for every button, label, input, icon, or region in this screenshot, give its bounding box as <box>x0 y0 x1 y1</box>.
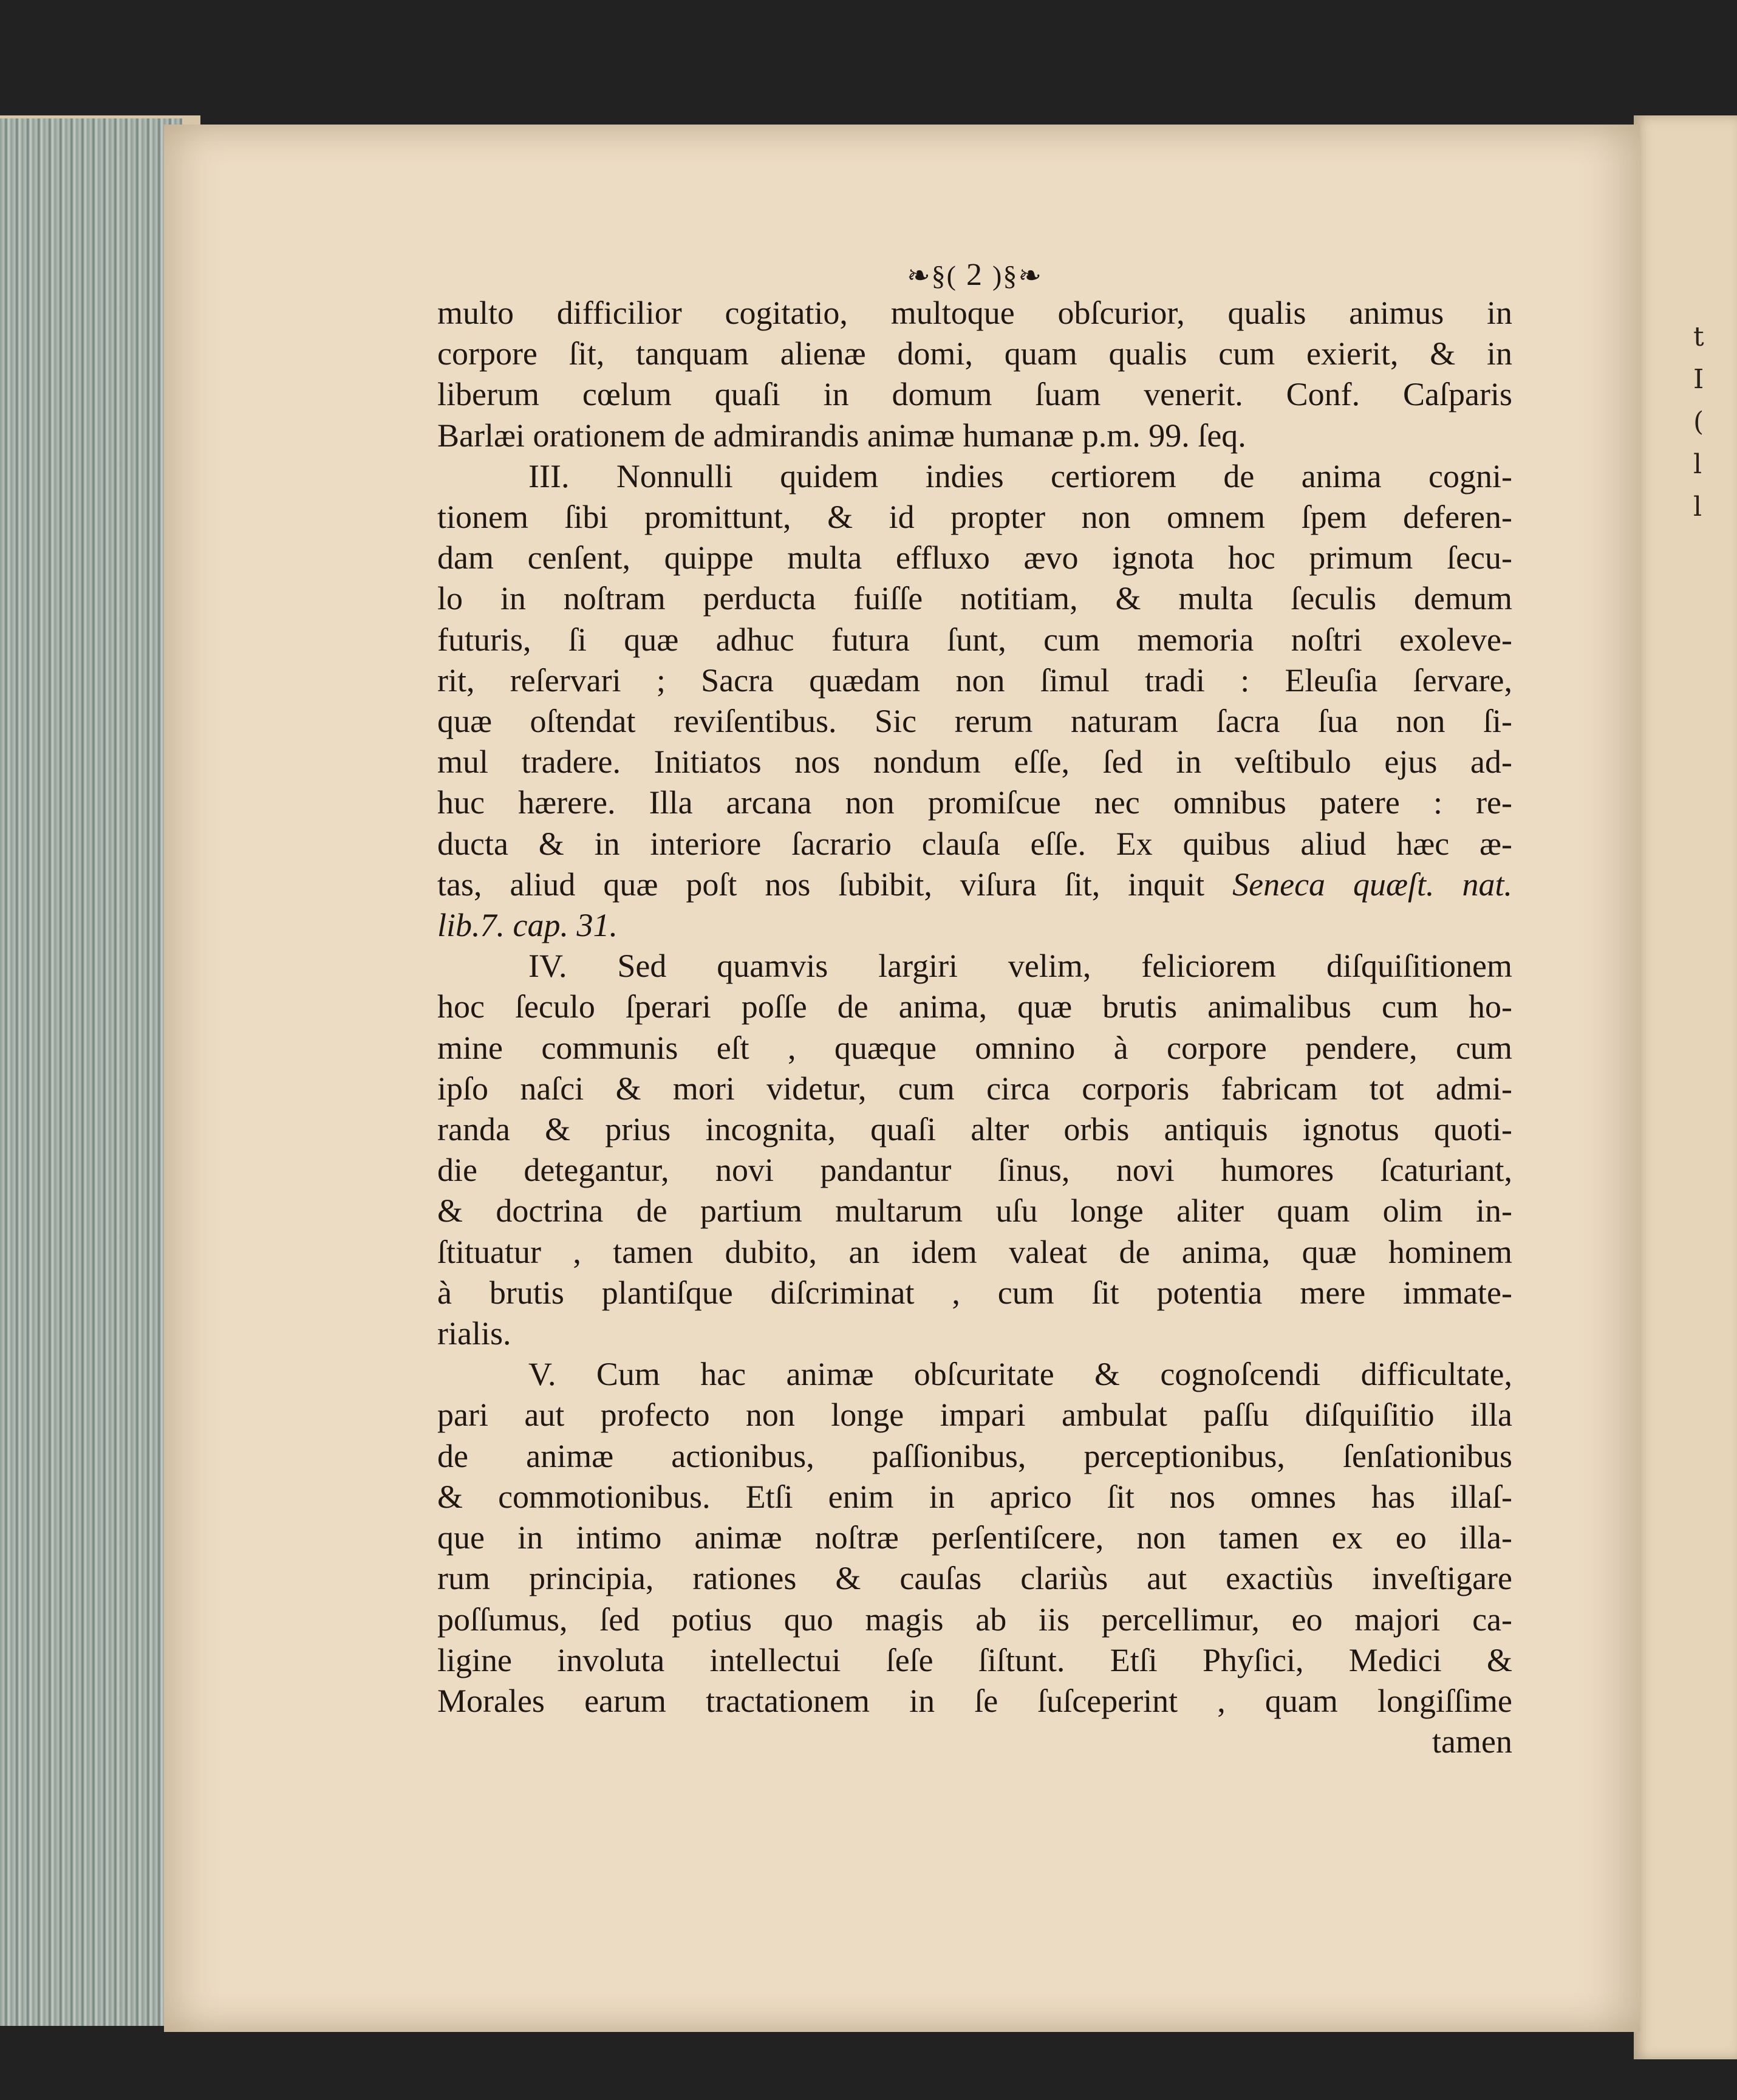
text-line-content: ligine involuta intellectui ſeſe ſiſtunt. Etſi Phyſici, Medici & <box>437 1641 1512 1678</box>
text-line <box>437 538 1512 578</box>
facing-page-letter: ( <box>1693 406 1704 437</box>
text-line-content: rit, reſervari ; Sacra quædam non ſimul tradi : Eleuſia ſervare, <box>437 662 1512 699</box>
text-line-content: multo difficilior cogitatio, multoque obſcurior, qualis animus in <box>437 295 1512 331</box>
text-line <box>437 1191 1512 1231</box>
text-line-content: randa & prius incognita, quaſi alter orbis antiquis ignotus quoti- <box>437 1111 1512 1148</box>
text-line-content: ſtituatur , tamen dubito, an idem valeat de anima, quæ hominem <box>437 1233 1512 1270</box>
text-line <box>437 1436 1512 1477</box>
ornament-left-icon: ❧§( <box>907 260 957 291</box>
text-line-content: V. Cum hac animæ obſcuritate & cognoſcendi difficultate, <box>528 1356 1512 1393</box>
text-line-content: futuris, ſi quæ adhuc futura ſunt, cum memoria noſtri exoleve- <box>437 621 1512 658</box>
text-line <box>437 1150 1512 1191</box>
text-line-content: rialis. <box>437 1315 511 1352</box>
ornament-right-icon: )§❧ <box>992 260 1043 291</box>
text-line <box>437 374 1512 415</box>
text-line-content: Morales earum tractationem in ſe ſuſceperint , quam longiſſime <box>437 1682 1512 1719</box>
text-line-content: & commotionibus. Etſi enim in aprico ſit nos omnes has illaſ- <box>437 1478 1512 1515</box>
citation-italic: Seneca quæſt. nat. <box>1232 866 1513 903</box>
text-line-content: à brutis plantiſque diſcriminat , cum ſit potentia mere immate- <box>437 1274 1512 1311</box>
facing-page-letters <box>1693 316 1711 528</box>
text-line <box>437 864 1512 905</box>
text-line <box>437 1558 1512 1599</box>
running-head <box>437 258 1512 293</box>
text-line <box>437 1313 1512 1354</box>
text-line-content: die detegantur, novi pandantur ſinus, novi humores ſcaturiant, <box>437 1152 1512 1189</box>
text-line-content: corpore ſit, tanquam alienæ domi, quam qualis cum exierit, & in <box>437 335 1512 372</box>
text-line-content: liberum cœlum quaſi in domum ſuam venerit. Conf. Caſparis <box>437 376 1512 413</box>
text-line-content: dam cenſent, quippe multa effluxo ævo ignota hoc primum ſecu- <box>437 539 1512 576</box>
text-line-content: huc hærere. Illa arcana non promiſcue nec omnibus patere : re- <box>437 784 1512 821</box>
page-text-block <box>437 258 1512 1762</box>
text-line-content: de animæ actionibus, paſſionibus, perceptionibus, ſenſationibus <box>437 1437 1512 1474</box>
facing-page-strip <box>1634 115 1737 2059</box>
text-line-content: quæ oſtendat reviſentibus. Sic rerum naturam ſacra ſua non ſi- <box>437 703 1512 740</box>
page-number: 2 <box>966 258 983 292</box>
text-line <box>437 293 1512 333</box>
text-line <box>437 497 1512 538</box>
text-line-content: rum principia, rationes & cauſas clariùs aut exactiùs inveſtigare <box>437 1560 1512 1597</box>
text-line-content: tamen <box>1432 1723 1512 1760</box>
text-line-content: ducta & in interiore ſacrario clauſa eſſe. Ex quibus aliud hæc æ- <box>437 825 1512 862</box>
text-line <box>437 1354 1512 1395</box>
text-line-content: & doctrina de partium multarum uſu longe aliter quam olim in- <box>437 1192 1512 1230</box>
text-line <box>437 1722 1512 1762</box>
text-line-content: que in intimo animæ noſtræ perſentiſcere, non tamen ex eo illa- <box>437 1519 1512 1556</box>
text-line <box>437 905 1512 946</box>
citation-italic: lib.7. cap. 31. <box>437 907 618 944</box>
facing-page-letter: l <box>1693 491 1702 522</box>
text-line <box>437 782 1512 823</box>
text-line <box>437 456 1512 497</box>
book-block-edges <box>0 118 182 2026</box>
text-line <box>437 1273 1512 1313</box>
text-line <box>437 1517 1512 1558</box>
text-line <box>437 1477 1512 1517</box>
text-line-content: pari aut profecto non longe impari ambulat paſſu diſquiſitio illa <box>437 1397 1512 1434</box>
text-line <box>437 1681 1512 1722</box>
text-line <box>437 742 1512 782</box>
facing-page-letter: I <box>1693 364 1704 395</box>
text-line <box>437 1640 1512 1681</box>
text-line <box>437 987 1512 1027</box>
text-line-content: mul tradere. Initiatos nos nondum eſſe, ſed in veſtibulo ejus ad- <box>437 744 1512 781</box>
facing-page-letter: l <box>1693 449 1702 480</box>
text-line <box>437 660 1512 701</box>
body-text <box>437 293 1512 1762</box>
text-line <box>437 946 1512 987</box>
text-line-content: Barlæi orationem de admirandis animæ humanæ p.m. 99. ſeq. <box>437 417 1246 454</box>
facing-page-letter: t <box>1693 321 1704 352</box>
text-line <box>437 1232 1512 1273</box>
text-line-content: tionem ſibi promittunt, & id propter non omnem ſpem deferen- <box>437 499 1512 536</box>
text-line-content: lo in noſtram perducta fuiſſe notitiam, & multa ſeculis demum <box>437 580 1512 617</box>
text-line <box>437 333 1512 374</box>
text-line <box>437 1109 1512 1150</box>
text-line-content: poſſumus, ſed potius quo magis ab iis percellimur, eo majori ca- <box>437 1601 1512 1638</box>
text-line <box>437 620 1512 660</box>
text-line <box>437 1069 1512 1109</box>
text-line <box>437 824 1512 864</box>
text-line-content: hoc ſeculo ſperari poſſe de anima, quæ brutis animalibus cum ho- <box>437 988 1512 1025</box>
text-line <box>437 578 1512 619</box>
text-line-content: mine communis eſt , quæque omnino à corpore pendere, cum <box>437 1029 1512 1066</box>
text-line <box>437 1599 1512 1640</box>
text-line <box>437 1028 1512 1069</box>
text-line <box>437 416 1512 456</box>
text-line <box>437 701 1512 742</box>
text-line-content: III. Nonnulli quidem indies certiorem de anima cogni- <box>528 457 1512 494</box>
text-line-content: tas, aliud quæ poſt nos ſubibit, viſura ſit, inquit <box>437 866 1205 903</box>
text-line-content: IV. Sed quamvis largiri velim, feliciorem diſquiſitionem <box>528 948 1512 985</box>
text-line-content: ipſo naſci & mori videtur, cum circa corporis fabricam tot admi- <box>437 1070 1512 1107</box>
text-line <box>437 1395 1512 1435</box>
